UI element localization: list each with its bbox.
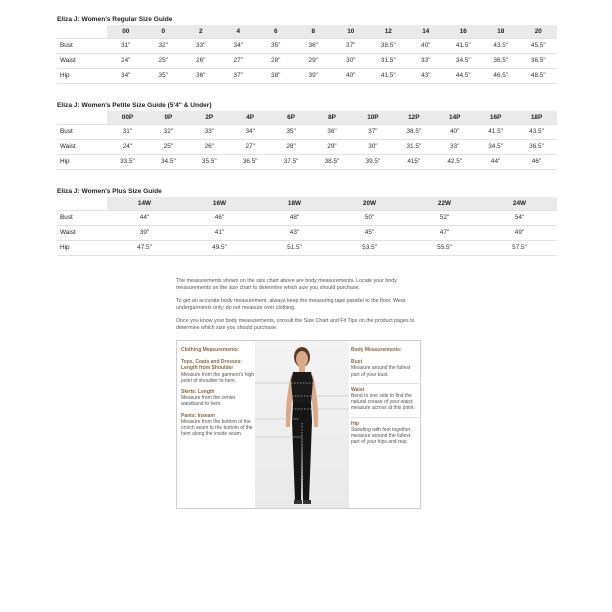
divider	[351, 383, 419, 384]
item-desc: Standing with feet together, measure around the fullest part of your hips and rear.	[351, 426, 412, 446]
table-cell: 36"	[182, 68, 220, 83]
clothing-item	[181, 359, 257, 384]
size-header: 18	[482, 25, 520, 38]
table-cell: 43.5"	[482, 38, 520, 53]
table-cell: 37.5"	[271, 154, 312, 169]
petite-table	[57, 111, 557, 170]
model-figure-icon	[255, 341, 349, 508]
table-cell: 37"	[220, 68, 258, 83]
table-cell: 40"	[434, 124, 475, 139]
table-cell: 39"	[295, 68, 333, 83]
row-label-header	[57, 25, 107, 38]
table-cell: 35"	[145, 68, 183, 83]
table-cell: 46.5"	[482, 68, 520, 83]
item-title: Pants: Inseam	[181, 412, 215, 419]
size-header: 18W	[257, 197, 332, 210]
table-row	[57, 124, 557, 139]
table-cell: 34"	[107, 68, 145, 83]
size-header: 14W	[107, 197, 182, 210]
size-header: 10P	[352, 111, 393, 124]
table-cell: 42.5"	[434, 154, 475, 169]
table-row	[57, 139, 557, 154]
table-cell: 35.5"	[189, 154, 230, 169]
table-cell: 36.5"	[516, 139, 557, 154]
table-cell: 24"	[107, 139, 148, 154]
table-cell: 26"	[189, 139, 230, 154]
size-header: 16W	[182, 197, 257, 210]
table-cell: 51.5"	[257, 240, 332, 255]
item-desc: Bend to one side to find the natural crease of your waist; measure across at this point.	[351, 393, 415, 412]
item-title: Tops, Coats and Dresses: Length from Shoulder	[181, 359, 243, 372]
table-cell: 40"	[407, 38, 445, 53]
size-header: 20	[520, 25, 558, 38]
measurement-instructions	[176, 278, 426, 338]
plus-title: Eliza J: Women's Plus Size Guide	[57, 188, 162, 195]
table-cell: 44"	[107, 210, 182, 225]
table-cell: 41.5"	[475, 124, 516, 139]
table-cell: 49"	[482, 225, 557, 240]
table-cell: 32"	[145, 38, 183, 53]
table-row	[57, 225, 557, 240]
table-cell: 33"	[434, 139, 475, 154]
table-cell: 30"	[332, 53, 370, 68]
table-row	[57, 154, 557, 169]
table-cell: 31.5"	[370, 53, 408, 68]
regular-table	[57, 25, 557, 84]
row-label: Hip	[57, 154, 107, 169]
table-cell: 41.5"	[370, 68, 408, 83]
table-cell: 24"	[107, 53, 145, 68]
table-cell: 37"	[352, 124, 393, 139]
row-label: Hip	[57, 240, 107, 255]
body-item	[351, 421, 419, 446]
size-header: 4	[220, 25, 258, 38]
row-label: Waist	[57, 225, 107, 240]
table-cell: 33.5"	[107, 154, 148, 169]
regular-size-guide	[57, 15, 557, 84]
table-cell: 27"	[230, 139, 271, 154]
petite-title: Eliza J: Women's Petite Size Guide (5'4" & Under)	[57, 102, 212, 109]
size-header: 24W	[482, 197, 557, 210]
table-cell: 31"	[107, 38, 145, 53]
size-header: 14	[407, 25, 445, 38]
table-cell: 38"	[257, 68, 295, 83]
table-row	[57, 38, 557, 53]
table-cell: 34.5"	[475, 139, 516, 154]
item-title: Skirts: Length	[181, 389, 215, 396]
table-cell: 49.5"	[182, 240, 257, 255]
regular-header-row	[57, 25, 557, 38]
row-label: Bust	[57, 124, 107, 139]
petite-header-row	[57, 111, 557, 124]
table-cell: 30"	[352, 139, 393, 154]
instructions-paragraph: The measurements shown on the size chart above are body measurements. Locate your body measurements on the size chart to determine which size you should purchase.	[176, 278, 397, 291]
table-cell: 28"	[271, 139, 312, 154]
table-cell: 37"	[332, 38, 370, 53]
body-heading: Body Measurements:	[351, 347, 402, 353]
table-cell: 35"	[257, 38, 295, 53]
table-cell: 44"	[475, 154, 516, 169]
size-header: 18P	[516, 111, 557, 124]
table-cell: 25"	[148, 139, 189, 154]
table-row	[57, 240, 557, 255]
size-header: 2P	[189, 111, 230, 124]
table-cell: 54"	[482, 210, 557, 225]
table-cell: 34"	[220, 38, 258, 53]
petite-size-guide	[57, 101, 557, 170]
row-label: Bust	[57, 38, 107, 53]
body-item	[351, 359, 419, 378]
item-desc: Measure from the bottom of the crotch seam to the bottom of the hem along the inside seam.	[181, 418, 253, 438]
table-cell: 36.5"	[482, 53, 520, 68]
table-cell: 45.5"	[520, 38, 558, 53]
table-cell: 34.5"	[148, 154, 189, 169]
row-label: Waist	[57, 53, 107, 68]
table-cell: 33"	[407, 53, 445, 68]
item-desc: Measure from the garment's high point of shoulder to hem.	[181, 371, 255, 384]
table-cell: 35"	[271, 124, 312, 139]
table-cell: 47.5"	[107, 240, 182, 255]
table-cell: 38.5"	[312, 154, 353, 169]
size-header: 12P	[393, 111, 434, 124]
size-header: 8P	[312, 111, 353, 124]
item-desc: Measure from the center waistband to hem.	[181, 395, 236, 408]
table-cell: 46"	[182, 210, 257, 225]
clothing-item	[181, 389, 257, 408]
regular-title: Eliza J: Women's Regular Size Guide	[57, 16, 173, 23]
table-cell: 29"	[312, 139, 353, 154]
table-row	[57, 210, 557, 225]
table-cell: 34.5"	[445, 53, 483, 68]
table-cell: 26"	[182, 53, 220, 68]
table-cell: 48.5"	[520, 68, 558, 83]
instructions-paragraph: Once you know your body measurements, consult the Size Chart and Fit Tips on the product pages to determine which size you should purchase.	[176, 318, 415, 331]
item-title: Waist	[351, 386, 365, 393]
table-cell: 41.5"	[445, 38, 483, 53]
plus-header-row	[57, 197, 557, 210]
clothing-heading: Clothing Measurements:	[181, 347, 240, 353]
size-header: 00P	[107, 111, 148, 124]
table-cell: 48"	[257, 210, 332, 225]
size-header: 16P	[475, 111, 516, 124]
clothing-item	[181, 413, 257, 438]
row-label: Hip	[57, 68, 107, 83]
size-header: 14P	[434, 111, 475, 124]
table-cell: 46"	[516, 154, 557, 169]
plus-size-guide	[57, 187, 557, 256]
table-cell: 47"	[407, 225, 482, 240]
table-cell: 55.5"	[407, 240, 482, 255]
plus-table	[57, 197, 557, 256]
table-cell: 50"	[332, 210, 407, 225]
table-cell: 33"	[189, 124, 230, 139]
table-cell: 38.5"	[520, 53, 558, 68]
table-cell: 34"	[230, 124, 271, 139]
table-cell: 52"	[407, 210, 482, 225]
item-title: Hip	[351, 420, 360, 427]
size-header: 22W	[407, 197, 482, 210]
table-cell: 41"	[182, 225, 257, 240]
table-cell: 40"	[332, 68, 370, 83]
item-title: Bust	[351, 359, 363, 366]
size-header: 0	[145, 25, 183, 38]
row-label-header	[57, 111, 107, 124]
table-cell: 39.5"	[352, 154, 393, 169]
size-header: 12	[370, 25, 408, 38]
table-cell: 44.5"	[445, 68, 483, 83]
table-cell: 415"	[393, 154, 434, 169]
size-header: 00	[107, 25, 145, 38]
divider	[351, 417, 419, 418]
table-cell: 43"	[407, 68, 445, 83]
table-cell: 43"	[257, 225, 332, 240]
table-cell: 25"	[145, 53, 183, 68]
clothing-measurements	[181, 347, 257, 442]
table-row	[57, 53, 557, 68]
table-cell: 38.5"	[370, 38, 408, 53]
table-cell: 53.5"	[332, 240, 407, 255]
table-cell: 57.5"	[482, 240, 557, 255]
table-cell: 31.5"	[393, 139, 434, 154]
size-header: 8	[295, 25, 333, 38]
instructions-paragraph: To get an accurate body measurement, always keep the measuring tape parallel to the floor. Wear undergarments only; do not measure over clothing.	[176, 298, 406, 311]
table-cell: 29"	[295, 53, 333, 68]
table-cell: 38.5"	[393, 124, 434, 139]
table-cell: 43.5"	[516, 124, 557, 139]
row-label: Bust	[57, 210, 107, 225]
table-cell: 32"	[148, 124, 189, 139]
table-cell: 28"	[257, 53, 295, 68]
table-cell: 27"	[220, 53, 258, 68]
model-photo	[255, 341, 349, 508]
row-label: Waist	[57, 139, 107, 154]
table-cell: 36"	[312, 124, 353, 139]
body-measurements	[351, 347, 419, 450]
body-item	[351, 387, 419, 412]
item-desc: Measure around the fullest part of your bust.	[351, 365, 411, 378]
table-cell: 36"	[295, 38, 333, 53]
size-header: 6P	[271, 111, 312, 124]
row-label-header	[57, 197, 107, 210]
size-header: 20W	[332, 197, 407, 210]
size-header: 16	[445, 25, 483, 38]
size-header: 0P	[148, 111, 189, 124]
table-cell: 36.5"	[230, 154, 271, 169]
table-cell: 45"	[332, 225, 407, 240]
size-header: 6	[257, 25, 295, 38]
table-row	[57, 68, 557, 83]
table-cell: 31"	[107, 124, 148, 139]
size-header: 10	[332, 25, 370, 38]
size-header: 4P	[230, 111, 271, 124]
measurement-figure	[176, 340, 421, 509]
size-header: 2	[182, 25, 220, 38]
table-cell: 33"	[182, 38, 220, 53]
table-cell: 39"	[107, 225, 182, 240]
